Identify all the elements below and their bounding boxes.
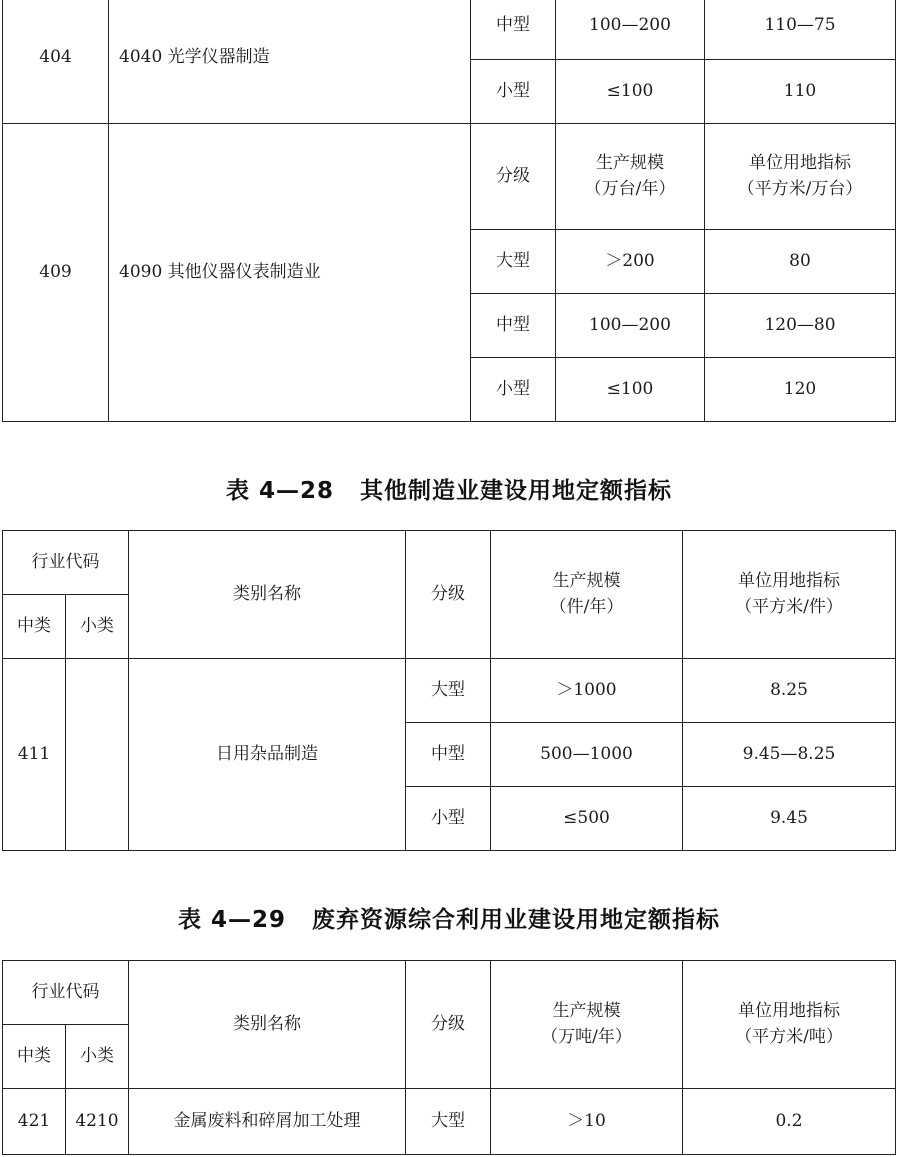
scale-cell: ≤100: [556, 358, 705, 422]
scale-cell: ＞10: [491, 1089, 683, 1155]
grade-cell: 中型: [471, 294, 556, 358]
index-header-line1: 单位用地指标: [738, 571, 840, 591]
index-header-line2: （平方米/件）: [735, 596, 843, 617]
scale-cell: ＞1000: [491, 659, 683, 723]
small-class-header: 小类: [66, 1025, 129, 1089]
table-instrument-continued: [2, 0, 896, 422]
index-cell: 9.45—8.25: [683, 723, 896, 787]
index-cell: 80: [705, 230, 896, 294]
table-caption: [0, 472, 898, 505]
scale-cell: 100—200: [556, 0, 705, 60]
grade-cell: 小型: [406, 787, 491, 851]
scale-cell: ＞200: [556, 230, 705, 294]
grade-cell: 中型: [406, 723, 491, 787]
index-header-line1: 单位用地指标: [749, 153, 851, 173]
index-header-cell: [705, 124, 896, 230]
category-name-header: 类别名称: [129, 531, 406, 659]
grade-cell: 大型: [406, 659, 491, 723]
category-name-cell: 金属废料和碎屑加工处理: [129, 1089, 406, 1155]
category-name-cell: 日用杂品制造: [129, 659, 406, 851]
table-header-row: [3, 531, 896, 595]
mid-code-cell: 411: [3, 659, 66, 851]
table-row: [3, 124, 896, 230]
scale-header-line2: （件/年）: [549, 596, 624, 617]
scale-header: [491, 961, 683, 1089]
grade-header-cell: 分级: [471, 124, 556, 230]
scale-header-cell: [556, 124, 705, 230]
index-header-line1: 单位用地指标: [738, 1001, 840, 1021]
scale-header: [491, 531, 683, 659]
scale-header-line1: 生产规模: [552, 571, 621, 591]
industry-code-header: 行业代码: [3, 531, 129, 595]
grade-cell: 大型: [471, 230, 556, 294]
scale-cell: 100—200: [556, 294, 705, 358]
category-name-cell: 4090 其他仪器仪表制造业: [109, 124, 471, 422]
table-number: 表 4—28: [225, 478, 335, 504]
table-number: 表 4—29: [177, 907, 287, 933]
mid-class-header: 中类: [3, 1025, 66, 1089]
scale-cell: ≤100: [556, 60, 705, 124]
table-row: [3, 1089, 896, 1155]
table-header-row: [3, 961, 896, 1025]
index-cell: 120: [705, 358, 896, 422]
scale-header-line2: （万台/年）: [584, 178, 676, 199]
small-class-header: 小类: [66, 595, 129, 659]
grade-cell: 小型: [471, 358, 556, 422]
mid-code-cell: 421: [3, 1089, 66, 1155]
grade-header: 分级: [406, 531, 491, 659]
industry-code-header: 行业代码: [3, 961, 129, 1025]
index-cell: 110—75: [705, 0, 896, 60]
index-header: [683, 961, 896, 1089]
index-cell: 110: [705, 60, 896, 124]
table-row: [3, 0, 896, 60]
grade-header: 分级: [406, 961, 491, 1089]
index-header-line2: （平方米/万台）: [737, 178, 863, 199]
grade-cell: 小型: [471, 60, 556, 124]
index-cell: 8.25: [683, 659, 896, 723]
mid-code-cell: 409: [3, 124, 109, 422]
grade-cell: 中型: [471, 0, 556, 60]
index-header: [683, 531, 896, 659]
mid-class-header: 中类: [3, 595, 66, 659]
table-other-manufacturing: [2, 530, 896, 851]
table-waste-recycling: [2, 960, 896, 1155]
table-title: 其他制造业建设用地定额指标: [360, 478, 673, 504]
grade-cell: 大型: [406, 1089, 491, 1155]
index-header-line2: （平方米/吨）: [735, 1026, 843, 1047]
mid-code-cell: 404: [3, 0, 109, 124]
index-cell: 9.45: [683, 787, 896, 851]
small-code-cell: 4210: [66, 1089, 129, 1155]
scale-header-line2: （万吨/年）: [541, 1026, 632, 1047]
category-name-cell: 4040 光学仪器制造: [109, 0, 471, 124]
index-cell: 0.2: [683, 1089, 896, 1155]
small-code-cell: [66, 659, 129, 851]
index-cell: 120—80: [705, 294, 896, 358]
scale-header-line1: 生产规模: [596, 153, 664, 173]
table-caption: [0, 901, 898, 934]
category-name-header: 类别名称: [129, 961, 406, 1089]
scale-cell: ≤500: [491, 787, 683, 851]
table-row: [3, 659, 896, 723]
scale-header-line1: 生产规模: [552, 1001, 621, 1021]
table-title: 废弃资源综合利用业建设用地定额指标: [312, 907, 721, 933]
scale-cell: 500—1000: [491, 723, 683, 787]
